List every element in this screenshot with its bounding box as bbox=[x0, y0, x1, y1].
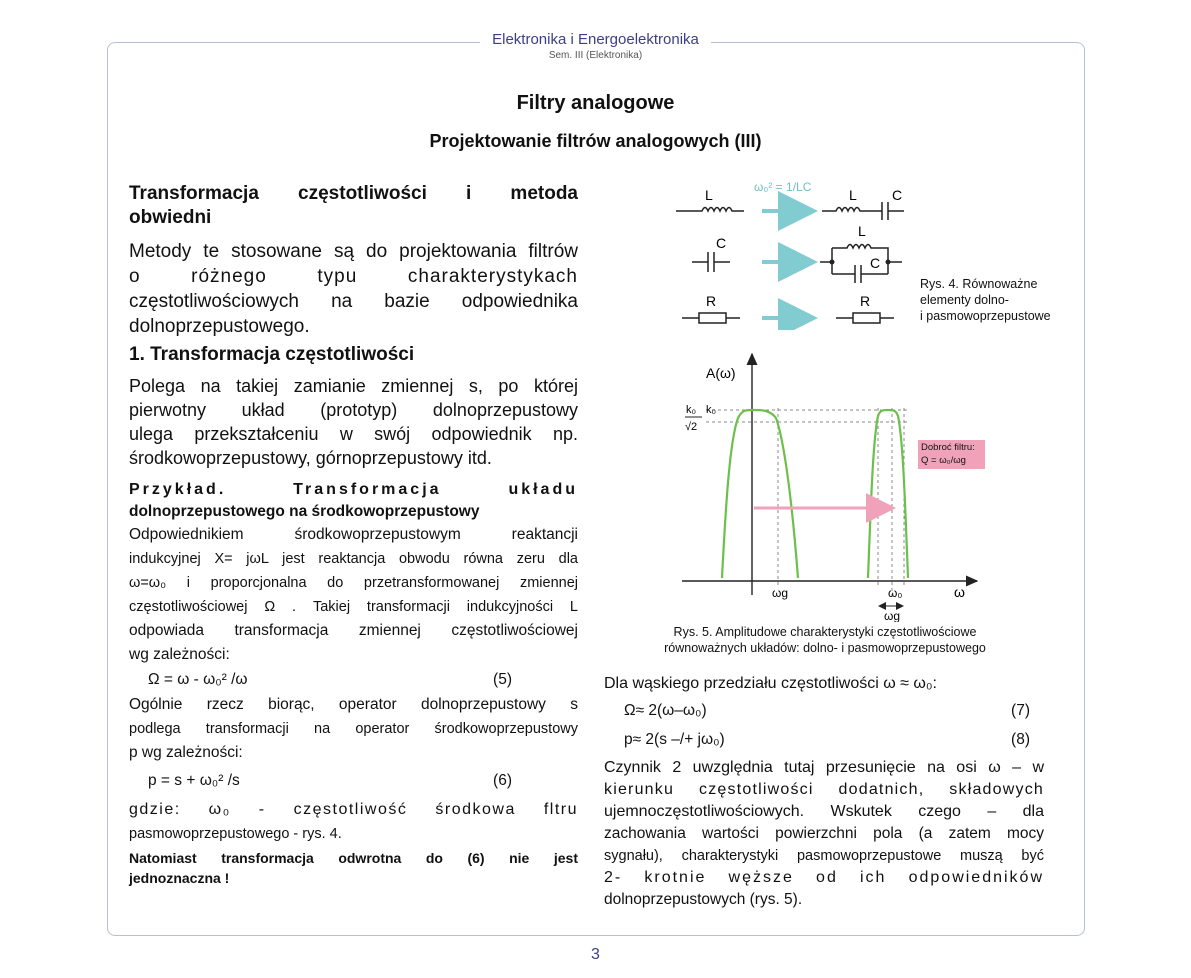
page-number: 3 bbox=[591, 946, 600, 963]
course-header bbox=[0, 31, 1191, 61]
paragraph-line: podlega transformacji na operator środkowoprzepustowy bbox=[129, 721, 578, 737]
intro-line: częstotliwościowych na bazie odpowiednika bbox=[129, 291, 578, 312]
capacitor-symbol bbox=[692, 252, 730, 272]
capacitor-label: C bbox=[870, 255, 881, 271]
quality-factor-formula: Q = ω₀/ωg bbox=[921, 455, 966, 466]
caption-line: Rys. 4. Równoważne bbox=[920, 277, 1038, 291]
paragraph-line: pierwotny układ (prototyp) dolnoprzepustowy bbox=[129, 400, 578, 420]
paragraph-line: wg zależności: bbox=[129, 646, 230, 663]
omega-g-label: ωg bbox=[772, 586, 789, 600]
equation-number: (6) bbox=[493, 772, 512, 789]
equation-text: p≈ 2(s –/+ jω₀) bbox=[624, 731, 725, 748]
semester-label: Sem. III (Elektronika) bbox=[548, 50, 643, 61]
y-axis-label: A(ω) bbox=[706, 365, 736, 381]
figure-4-circuits bbox=[664, 178, 924, 330]
inductor-label: L bbox=[705, 187, 713, 203]
resistor-symbol bbox=[699, 313, 726, 323]
paragraph-line: Odpowiednikiem środkowoprzepustowym reaktancji bbox=[129, 526, 578, 543]
paragraph-line: częstotliwościowej Ω . Takiej transformacji indukcyjności L bbox=[129, 599, 578, 615]
example-heading-cont: dolnoprzepustowego na środkowoprzepustowy bbox=[129, 503, 480, 520]
equation-text: Ω≈ 2(ω–ω₀) bbox=[624, 702, 707, 719]
intro-line: dolnoprzepustowego. bbox=[129, 316, 310, 337]
k0-label: k₀ bbox=[706, 404, 717, 416]
paragraph-line: gdzie: ω₀ - częstotliwość środkowa fltru bbox=[129, 801, 578, 818]
figure-5-caption bbox=[600, 624, 1050, 656]
paragraph-line: Ogólnie rzecz biorąc, operator dolnoprzepustowy s bbox=[129, 696, 578, 713]
intro-line: o różnego typu charakterystykach bbox=[129, 266, 578, 287]
inductor-label: L bbox=[858, 223, 866, 239]
paragraph-line: kierunku częstotliwości dodatnich, składowych bbox=[604, 781, 1044, 798]
paragraph-line: sygnału), charakterystyki pasmowoprzepustowe muszą być bbox=[604, 848, 1044, 864]
equation-number: (7) bbox=[1011, 702, 1030, 719]
caption-line: równoważnych układów: dolno- i pasmowoprzepustowego bbox=[664, 641, 986, 655]
paragraph-line: Czynnik 2 uwzględnia tutaj przesunięcie na osi ω – w bbox=[604, 759, 1044, 776]
k0-frac-denominator: √2 bbox=[685, 421, 698, 433]
k0-frac-numerator: k₀ bbox=[686, 404, 697, 416]
page-subtitle: Projektowanie filtrów analogowych (III) bbox=[429, 131, 762, 151]
paragraph-line: dolnoprzepustowych (rys. 5). bbox=[604, 891, 803, 908]
bandpass-curve bbox=[868, 410, 908, 578]
paragraph-line: Natomiast transformacja odwrotna do (6) nie jest bbox=[129, 850, 578, 866]
resonance-formula: ω₀² = 1/LC bbox=[754, 180, 812, 194]
series-lc-symbol bbox=[822, 202, 904, 220]
x-axis-label: ω bbox=[954, 584, 965, 600]
paragraph-line: indukcyjnej X= jωL jest reaktancja obwodu równa zeru dla bbox=[129, 551, 578, 567]
figure-4-caption bbox=[920, 276, 1051, 324]
page-title: Filtry analogowe bbox=[516, 92, 675, 114]
paragraph-line: jednoznaczna ! bbox=[129, 870, 230, 886]
subsection-heading: 1. Transformacja częstotliwości bbox=[129, 344, 415, 365]
equation-text: p = s + ω₀² /s bbox=[148, 772, 240, 789]
equation-number: (5) bbox=[493, 671, 512, 688]
equation-8 bbox=[604, 728, 1044, 752]
paragraph-line: Dla wąskiego przedziału częstotliwości ω ≈ ω₀: bbox=[604, 675, 937, 692]
paragraph-line: zachowania wartości powierzchni pola (a zatem mocy bbox=[604, 825, 1044, 842]
paragraph-line: ujemnoczęstotliwościowych. Wskutek czego – dla bbox=[604, 803, 1044, 820]
caption-line: i pasmowoprzepustowe bbox=[920, 309, 1051, 323]
junction-dot bbox=[830, 260, 835, 265]
caption-line: elementy dolno- bbox=[920, 293, 1009, 307]
example-heading: Przykład. Transformacja układu bbox=[129, 481, 578, 498]
resistor-label: R bbox=[706, 293, 717, 309]
resistor-symbol bbox=[853, 313, 880, 323]
paragraph-line: odpowiada transformacja zmiennej częstotliwościowej bbox=[129, 622, 578, 639]
inductor-symbol bbox=[676, 208, 744, 212]
resistor-label: R bbox=[860, 293, 871, 309]
quality-factor-box bbox=[918, 440, 985, 469]
paragraph-line: ulega przekształceniu w swój odpowiednik np. bbox=[129, 424, 578, 444]
section-heading-cont: obwiedni bbox=[129, 207, 212, 228]
equation-5 bbox=[129, 668, 578, 692]
equation-text: Ω = ω - ω₀² /ω bbox=[148, 671, 248, 688]
inductor-label: L bbox=[849, 187, 857, 203]
equation-7 bbox=[604, 699, 1044, 723]
paragraph-line: ω=ω₀ i proporcjonalna do przetransformowanej zmiennej bbox=[129, 575, 578, 591]
right-column bbox=[604, 672, 1044, 911]
course-title: Elektronika i Energoelektronika bbox=[480, 31, 711, 48]
equation-6 bbox=[129, 769, 578, 793]
quality-factor-title: Dobroć filtru: bbox=[921, 442, 975, 453]
paragraph-line: 2- krotnie węższe od ich odpowiedników bbox=[604, 869, 1044, 886]
junction-dot bbox=[886, 260, 891, 265]
equation-number: (8) bbox=[1011, 731, 1030, 748]
paragraph-line: Polega na takiej zamianie zmiennej s, po której bbox=[129, 376, 578, 396]
paragraph-line: środkowoprzepustowy, górnoprzepustowy itd. bbox=[129, 448, 492, 468]
paragraph-line: pasmowoprzepustowego - rys. 4. bbox=[129, 826, 342, 842]
omega-g-bandwidth-label: ωg bbox=[884, 609, 901, 622]
omega-0-label: ω₀ bbox=[888, 586, 903, 600]
figure-5-amplitude-plot bbox=[682, 350, 987, 622]
lowpass-curve bbox=[722, 410, 798, 578]
section-heading: Transformacja częstotliwości i metoda bbox=[129, 183, 578, 204]
left-column bbox=[129, 182, 578, 888]
capacitor-label: C bbox=[892, 187, 903, 203]
capacitor-label: C bbox=[716, 235, 727, 251]
paragraph-line: p wg zależności: bbox=[129, 744, 243, 761]
caption-line: Rys. 5. Amplitudowe charakterystyki częstotliwościowe bbox=[673, 625, 977, 639]
intro-line: Metody te stosowane są do projektowania filtrów bbox=[129, 241, 578, 262]
